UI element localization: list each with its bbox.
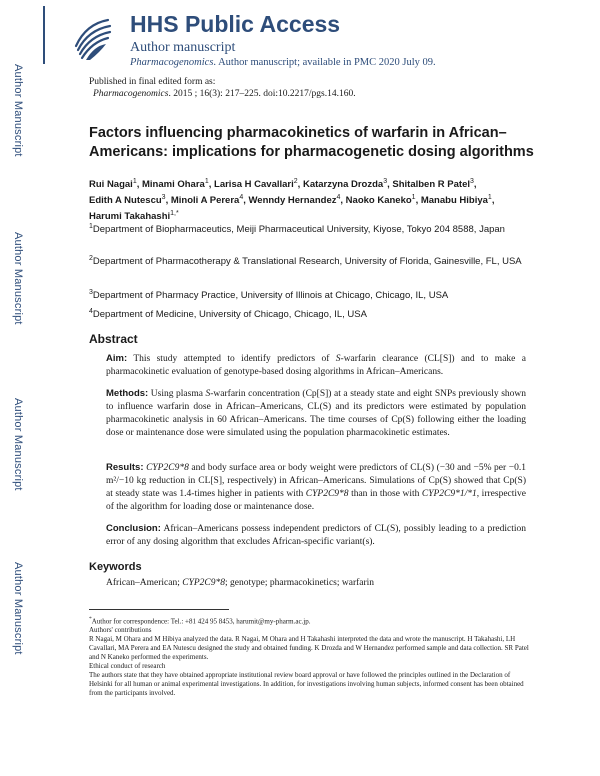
- author-name: Shitalben R Patel: [392, 179, 470, 191]
- published-form-line: Published in final edited form as:: [89, 77, 216, 87]
- results-text: than in those with: [348, 489, 422, 499]
- affiliation: [89, 305, 539, 321]
- aim-label: Aim:: [106, 353, 128, 364]
- keywords-heading: Keywords: [89, 561, 142, 573]
- results-gene: CYP2C9*8: [146, 463, 189, 473]
- author-affiliation-mark: 3: [161, 194, 166, 202]
- publication-info: [89, 76, 356, 100]
- methods-text: Using plasma: [148, 389, 206, 399]
- methods-enantiomer: S: [205, 389, 211, 399]
- author-name: Katarzyna Drozda: [302, 179, 384, 191]
- results-gene: CYP2C9*8: [305, 489, 349, 499]
- ethics-heading: Ethical conduct of research: [89, 662, 166, 671]
- conclusion-label: Conclusion:: [106, 523, 161, 534]
- abstract-results: [106, 461, 526, 514]
- aim-text: This study attempted to identify predictors of: [127, 354, 336, 364]
- author-name: Naoko Kaneko: [345, 195, 412, 207]
- author-name: Edith A Nutescu: [89, 195, 162, 207]
- author-affiliation-mark: 1: [132, 178, 137, 185]
- article-title-line-2: Americans: implications for pharmacogenetic dosing algorithms: [89, 144, 534, 160]
- author-affiliation-mark: 1: [204, 178, 209, 185]
- author-affiliation-mark: 4: [239, 194, 244, 202]
- correspondence-note: *Author for correspondence: Tel.: +81 424 95 8453, harumit@my-pharm.ac.jp.: [89, 616, 311, 626]
- author-manuscript-subtitle: Author manuscript: [130, 40, 236, 55]
- affiliation-text: Department of Medicine, University of Chicago, Chicago, IL, USA: [92, 309, 367, 321]
- results-gene: CYP2C9*1/*1: [421, 489, 477, 499]
- abstract-conclusion: [106, 522, 526, 549]
- affiliation-text: Department of Pharmacy Practice, University of Illinois at Chicago, Chicago, IL, USA: [92, 290, 449, 302]
- footnote-rule: [89, 609, 229, 610]
- affiliation: [89, 252, 539, 268]
- citation-journal: Pharmacogenomics: [93, 89, 169, 99]
- author-affiliation-mark: 4: [336, 194, 341, 202]
- affiliation-mark: 4: [89, 308, 93, 315]
- results-text: and body surface area or body weight were predictors of CL(S) (−30 and −5% per −0.1 m²/−10 kg reduction in CL[S], respectively) in African–Americans. Simulations of Cp(S) showed that Cp(S) at steady state was 1.4-times higher in patients with: [106, 463, 527, 499]
- affiliation: [89, 220, 539, 236]
- results-label: Results:: [106, 462, 144, 473]
- affiliation-mark: 3: [89, 289, 93, 296]
- journal-name: Pharmacogenomics: [130, 57, 214, 68]
- author-affiliation-mark: 3: [470, 178, 474, 185]
- author-name: Wenndy Hernandez: [248, 195, 337, 207]
- citation-line: [89, 88, 356, 100]
- side-label-author-manuscript: Author Manuscript: [12, 562, 24, 655]
- affiliation-text: Department of Biopharmaceutics, Meiji Pharmaceutical University, Kiyose, Tokyo 204 8588, Japan: [92, 224, 505, 236]
- author-affiliation-mark: 2: [293, 178, 298, 185]
- affiliation-mark: 1: [89, 223, 93, 230]
- abstract-heading: Abstract: [89, 332, 138, 346]
- article-title: [89, 124, 559, 162]
- keyword-gene: CYP2C9*8: [182, 578, 225, 588]
- author-name: Manabu Hibiya: [420, 195, 488, 207]
- keyword-text: African–American;: [106, 578, 183, 588]
- author-name: Larisa H Cavallari: [214, 179, 294, 191]
- hhs-eagle-icon: [72, 16, 114, 62]
- header-rule: [43, 6, 45, 64]
- keywords-list: [106, 578, 374, 588]
- author-name: Minami Ohara: [142, 179, 205, 191]
- author-name: Harumi Takahashi: [89, 211, 171, 223]
- hhs-public-access-title: HHS Public Access: [130, 11, 341, 37]
- author-name: Rui Nagai: [89, 179, 133, 191]
- side-label-author-manuscript: Author Manuscript: [12, 232, 24, 325]
- keyword-text: ; genotype; pharmacokinetics; warfarin: [225, 578, 375, 588]
- affiliation-mark: 2: [89, 255, 93, 262]
- conclusion-text: African–Americans possess independent predictors of CL(S), possibly leading to a prediction error of any dosing algorithm that excludes African-specific variant(s).: [106, 524, 526, 547]
- author-list: Rui Nagai$^1$, Minami Ohara$^1$, Larisa H Cavallari$^2$, Katarzyna Drozda$^3$, Shitalben R Patel$^3$, Edith A Nutescu$^3$, Minoli A Perera$^4$, Wenndy Hernandez$^4$, Naoko Kaneko$^1$, Manabu Hibiya$^1$, Harumi Takahashi$^{1,*}$: [89, 178, 495, 223]
- contributions-text: R Nagai, M Ohara and M Hibiya analyzed the data. R Nagai, M Ohara and H Takahashi interpreted the data and wrote the manuscript. H Takahashi, LH Cavallari, MA Perera and EA Nutescu designed the study and obtained funding. K Drozda and W Hernandez performed sample and data collection. SR Patel and N Kaneko performed the experiments.: [89, 635, 529, 662]
- correspondence-text: Author for correspondence: Tel.: +81 424 95 8453, harumit@my-pharm.ac.jp.: [91, 617, 311, 626]
- author-affiliation-mark: 3: [383, 178, 388, 185]
- results-text: , irrespective of the algorithm for loading dose or maintenance dose.: [106, 489, 526, 512]
- methods-text-cont: -warfarin concentration (Cp[S]) at a steady state and eight SNPs previously shown to influence warfarin dose in African–Americans, CL(S) and its predictors were estimated by population pharmacokinetic analysis in 60 African–Americans. The time courses of Cp(S) following either the loading dose or maintenance dose were simulated using the population pharmacokinetic estimates.: [106, 389, 527, 438]
- citation-details: . 2015 ; 16(3): 217–225. doi:10.2217/pgs.14.160.: [168, 89, 356, 99]
- side-label-author-manuscript: Author Manuscript: [12, 64, 24, 157]
- aim-enantiomer: S: [335, 354, 341, 364]
- journal-availability-line: [130, 57, 436, 68]
- article-title-line-1: Factors influencing pharmacokinetics of warfarin in African–: [89, 125, 507, 141]
- author-affiliation-mark: 1: [487, 194, 492, 202]
- methods-label: Methods:: [106, 388, 149, 399]
- availability-note: . Author manuscript; available in PMC 2020 July 09.: [213, 57, 436, 68]
- author-name: Minoli A Perera: [170, 195, 240, 207]
- author-affiliation-mark: 1: [411, 194, 416, 202]
- contributions-heading: Authors' contributions: [89, 626, 152, 635]
- ethics-text: The authors state that they have obtained appropriate institutional review board approval or have followed the principles outlined in the Declaration of Helsinki for all human or animal experimental investigations. In addition, for investigations involving human subjects, informed consent has been obtained from the participants involved.: [89, 671, 524, 698]
- abstract-aim: [106, 352, 526, 379]
- footnotes: [89, 615, 529, 698]
- affiliation-text: Department of Pharmacotherapy & Translational Research, University of Florida, Gainesville, FL, USA: [92, 256, 522, 268]
- author-affiliation-mark: 1,*: [170, 210, 179, 218]
- aim-text-cont: -warfarin clearance (CL[S]) and to make a pharmacokinetic evaluation of genotype-based dosing algorithms in African–Americans.: [106, 354, 526, 377]
- side-label-author-manuscript: Author Manuscript: [12, 398, 24, 491]
- affiliation: [89, 286, 539, 302]
- abstract-methods: [106, 387, 526, 440]
